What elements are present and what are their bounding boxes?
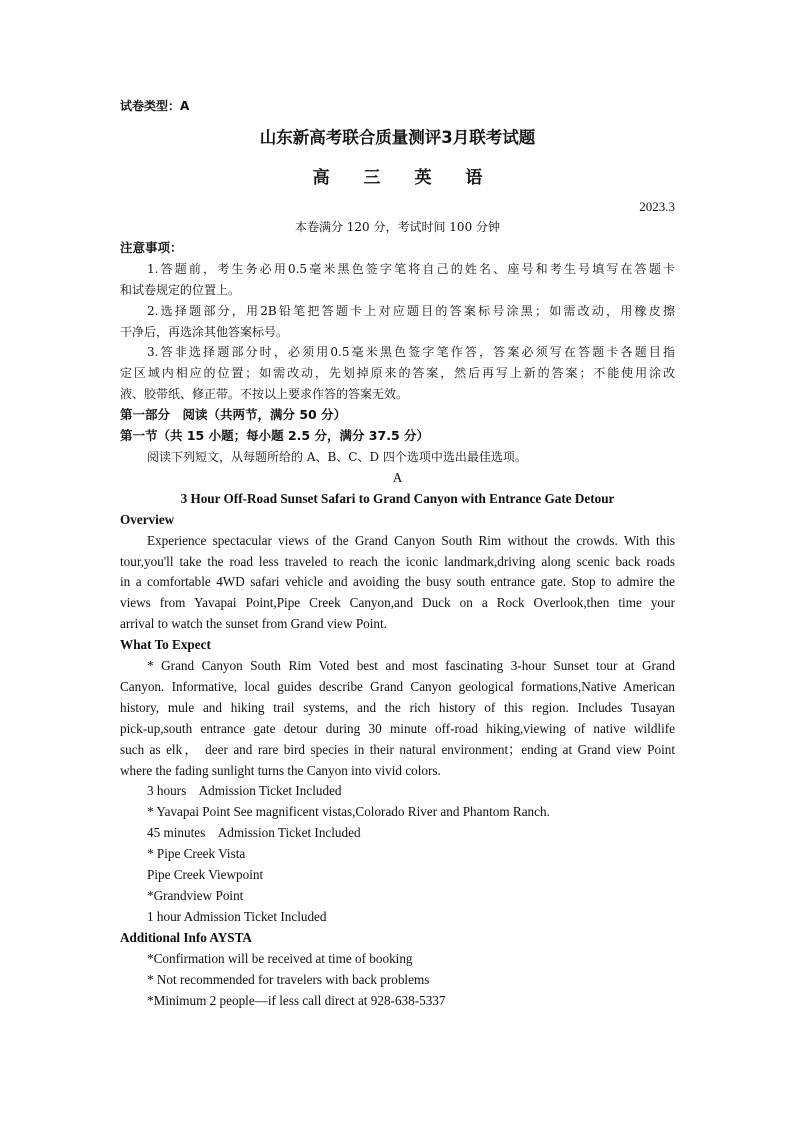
note-line: 干净后，再选涂其他答案标号。 xyxy=(120,324,289,339)
section1-heading: 第一节（共 15 小题；每小题 2.5 分，满分 37.5 分） xyxy=(120,428,429,444)
schedule-item: *Grandview Point xyxy=(147,888,244,903)
additional-item: * Not recommended for travelers with back problems xyxy=(147,971,430,987)
note-line: 定区域内相应的位置；如需改动，先划掉原来的答案，然后再写上新的答案；不能使用涂改 xyxy=(120,366,675,381)
exam-title: 山东新高考联合质量测评3月联考试题 xyxy=(259,128,536,147)
note-line: 和试卷规定的位置上。 xyxy=(120,282,241,297)
overview-line: Experience spectacular views of the Grand Canyon South Rim without the crowds. With this xyxy=(147,532,675,548)
overview-line: tour,you'll take the road less traveled to reach the iconic landmark,driving along scenic back roads xyxy=(120,553,675,569)
note-line: 3.答非选择题部分时，必须用0.5毫米黑色签字笔作答，答案必须写在答题卡各题目指 xyxy=(147,345,675,360)
part1-heading: 第一部分 阅读（共两节，满分 50 分） xyxy=(120,407,347,423)
overview-heading: Overview xyxy=(120,511,175,527)
exam-type: 试卷类型：A xyxy=(120,99,190,113)
subject-title: 高 三 英 语 xyxy=(312,168,497,188)
overview-line: in a comfortable 4WD safari vehicle and avoiding the busy south entrance gate. Stop to admire the xyxy=(120,574,675,590)
overview-line: arrival to watch the sunset from Grand view Point. xyxy=(120,616,387,632)
schedule-item: * Yavapai Point See magnificent vistas,Colorado River and Phantom Ranch. xyxy=(147,804,550,820)
schedule-item: 45 minutes Admission Ticket Included xyxy=(147,825,361,841)
note-line: 2.选择题部分，用2B铅笔把答题卡上对应题目的答案标号涂黑；如需改动，用橡皮擦 xyxy=(147,303,675,318)
expect-line: where the fading sunlight turns the Canyon into vivid colors. xyxy=(120,762,441,778)
instruction: 阅读下列短文，从每题所给的 A、B、C、D 四个选项中选出最佳选项。 xyxy=(147,449,527,464)
score-time: 本卷满分 120 分，考试时间 100 分钟 xyxy=(294,220,501,234)
expect-line: such as elk， deer and rare bird species in their natural environment；ending at Grand view Point xyxy=(120,741,675,757)
schedule-item: 3 hours Admission Ticket Included xyxy=(147,783,342,799)
exam-date: 2023.3 xyxy=(639,199,675,214)
overview-line: views from Yavapai Point,Pipe Creek Canyon,and Duck on a Rock Overlook,then time your xyxy=(120,595,675,611)
additional-item: *Confirmation will be received at time of booking xyxy=(147,950,413,966)
additional-heading: Additional Info AYSTA xyxy=(120,929,252,945)
article-title: 3 Hour Off-Road Sunset Safari to Grand Canyon with Entrance Gate Detour xyxy=(180,490,615,506)
exam-page xyxy=(120,96,675,1011)
expect-line: * Grand Canyon South Rim Voted best and most fascinating 3-hour Sunset tour at Grand xyxy=(147,658,675,674)
note-line: 液、胶带纸、修正带。不按以上要求作答的答案无效。 xyxy=(120,387,409,402)
passage-label: A xyxy=(392,469,403,485)
schedule-item: * Pipe Creek Vista xyxy=(147,846,246,862)
schedule-item: Pipe Creek Viewpoint xyxy=(147,867,264,883)
expect-heading: What To Expect xyxy=(120,637,211,653)
additional-item: *Minimum 2 people—if less call direct at 928-638-5337 xyxy=(147,992,446,1008)
note-line: 1.答题前，考生务必用0.5毫米黑色签字笔将自己的姓名、座号和考生号填写在答题卡 xyxy=(147,261,675,276)
expect-line: history, mule and hiking trail systems, and the rich history of this region. Includes Tusayan xyxy=(120,699,675,715)
schedule-item: 1 hour Admission Ticket Included xyxy=(147,908,327,924)
expect-line: Canyon. Informative, local guides describe Grand Canyon geological formations,Native American xyxy=(120,678,675,694)
expect-line: pick-up,south entrance gate detour during 30 minute off-road hiking,viewing of native wildlife xyxy=(120,720,675,736)
notes-heading: 注意事项： xyxy=(120,239,183,255)
